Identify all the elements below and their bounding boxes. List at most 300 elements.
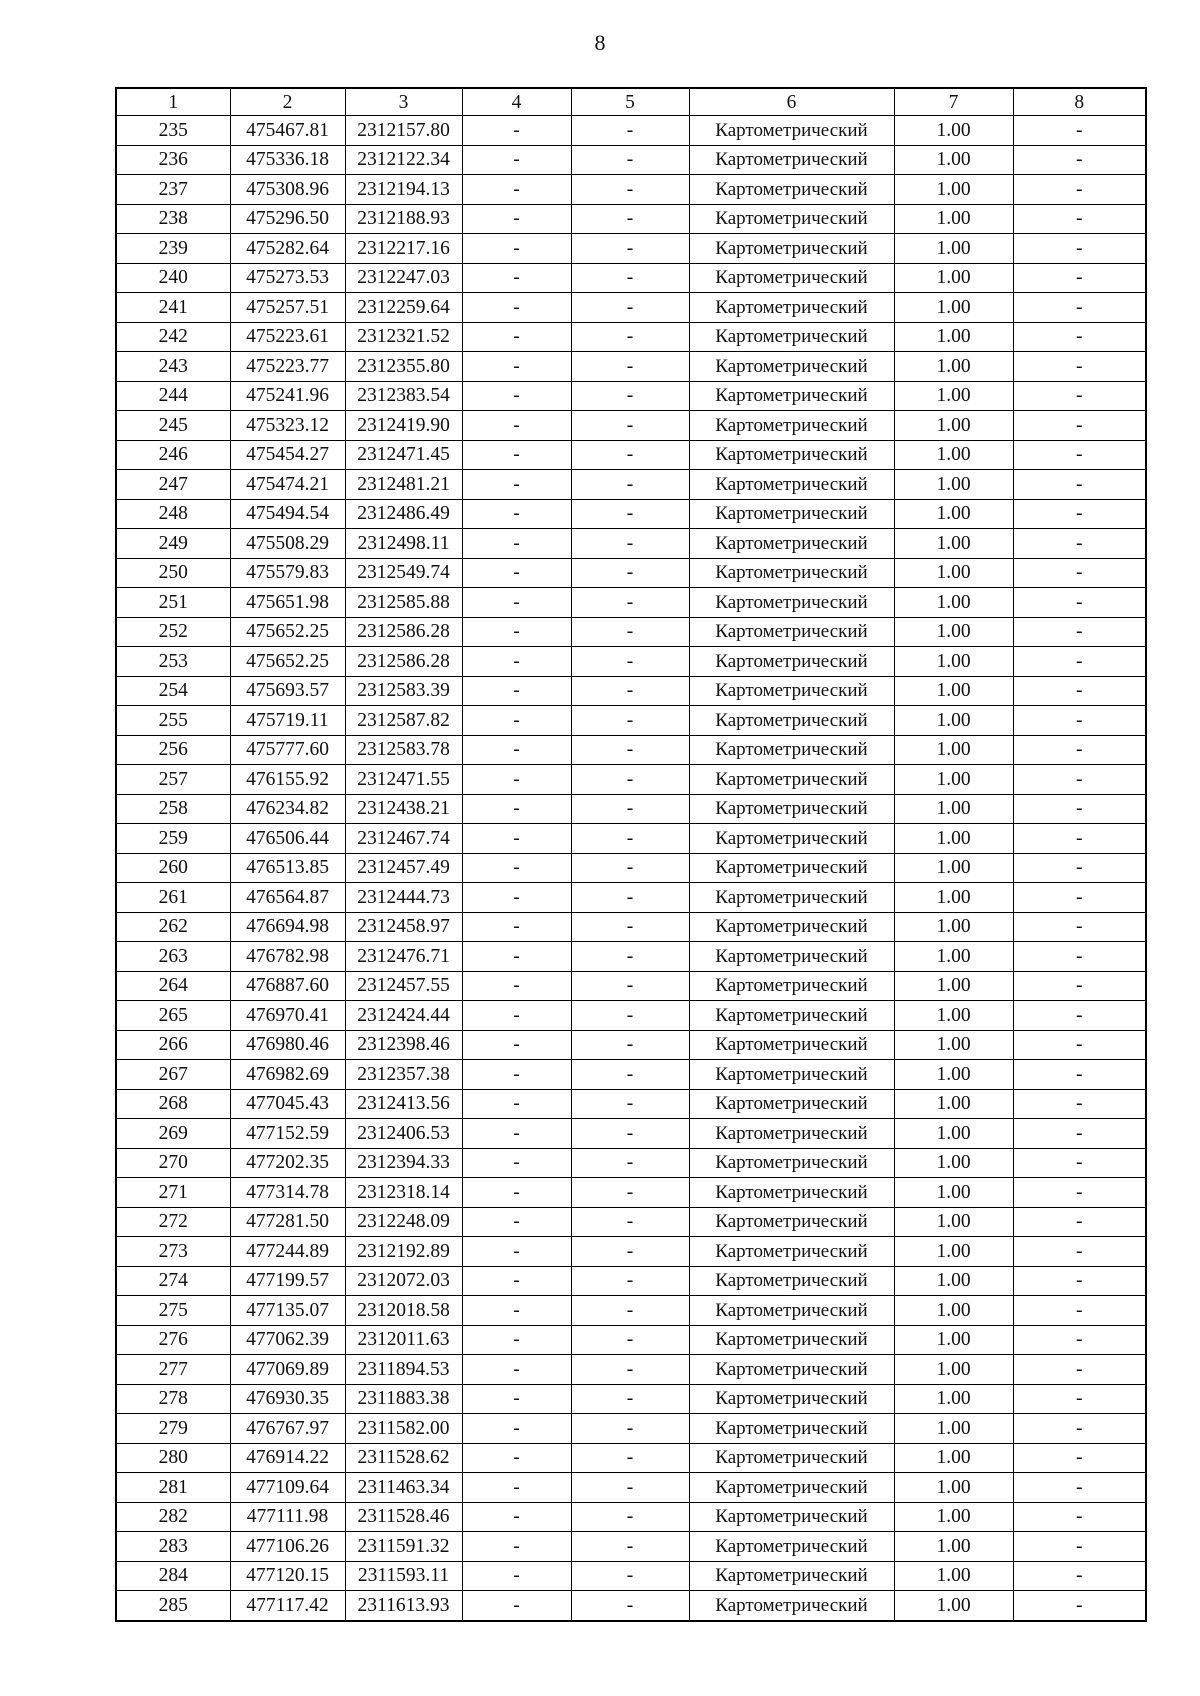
y-coordinate-cell: 2312188.93: [345, 204, 462, 234]
y-coordinate-cell: 2312438.21: [345, 794, 462, 824]
col5-cell: -: [571, 824, 689, 854]
col5-cell: -: [571, 1237, 689, 1267]
col8-cell: -: [1013, 1089, 1146, 1119]
method-cell: Картометрический: [689, 1178, 894, 1208]
column-header-5: 5: [571, 88, 689, 116]
method-cell: Картометрический: [689, 1266, 894, 1296]
accuracy-cell: 1.00: [894, 293, 1013, 323]
table-row: [116, 1237, 1146, 1267]
accuracy-cell: 1.00: [894, 470, 1013, 500]
accuracy-cell: 1.00: [894, 1532, 1013, 1562]
point-number-cell: 258: [116, 794, 230, 824]
point-number-cell: 262: [116, 912, 230, 942]
col4-cell: -: [462, 145, 571, 175]
point-number-cell: 249: [116, 529, 230, 559]
col4-cell: -: [462, 1473, 571, 1503]
method-cell: Картометрический: [689, 234, 894, 264]
accuracy-cell: 1.00: [894, 1384, 1013, 1414]
y-coordinate-cell: 2312355.80: [345, 352, 462, 382]
column-header-4: 4: [462, 88, 571, 116]
col8-cell: -: [1013, 1355, 1146, 1385]
table-row: [116, 853, 1146, 883]
col8-cell: -: [1013, 352, 1146, 382]
method-cell: Картометрический: [689, 706, 894, 736]
col5-cell: -: [571, 647, 689, 677]
accuracy-cell: 1.00: [894, 558, 1013, 588]
table-row: [116, 381, 1146, 411]
table-row: [116, 942, 1146, 972]
col5-cell: -: [571, 794, 689, 824]
col8-cell: -: [1013, 1591, 1146, 1621]
x-coordinate-cell: 477109.64: [230, 1473, 345, 1503]
method-cell: Картометрический: [689, 1561, 894, 1591]
col4-cell: -: [462, 706, 571, 736]
y-coordinate-cell: 2312457.55: [345, 971, 462, 1001]
col8-cell: -: [1013, 1178, 1146, 1208]
x-coordinate-cell: 477117.42: [230, 1591, 345, 1621]
col8-cell: -: [1013, 381, 1146, 411]
x-coordinate-cell: 476155.92: [230, 765, 345, 795]
point-number-cell: 240: [116, 263, 230, 293]
method-cell: Картометрический: [689, 204, 894, 234]
x-coordinate-cell: 477062.39: [230, 1325, 345, 1355]
x-coordinate-cell: 475652.25: [230, 647, 345, 677]
x-coordinate-cell: 475241.96: [230, 381, 345, 411]
col8-cell: -: [1013, 1119, 1146, 1149]
point-number-cell: 237: [116, 175, 230, 205]
method-cell: Картометрический: [689, 145, 894, 175]
col5-cell: -: [571, 1443, 689, 1473]
col4-cell: -: [462, 234, 571, 264]
y-coordinate-cell: 2312586.28: [345, 647, 462, 677]
col4-cell: -: [462, 1443, 571, 1473]
method-cell: Картометрический: [689, 942, 894, 972]
col5-cell: -: [571, 116, 689, 146]
method-cell: Картометрический: [689, 765, 894, 795]
col8-cell: -: [1013, 1237, 1146, 1267]
table-row: [116, 912, 1146, 942]
col8-cell: -: [1013, 883, 1146, 913]
y-coordinate-cell: 2312318.14: [345, 1178, 462, 1208]
col5-cell: -: [571, 440, 689, 470]
point-number-cell: 271: [116, 1178, 230, 1208]
accuracy-cell: 1.00: [894, 824, 1013, 854]
col5-cell: -: [571, 1030, 689, 1060]
y-coordinate-cell: 2312259.64: [345, 293, 462, 323]
x-coordinate-cell: 477152.59: [230, 1119, 345, 1149]
col5-cell: -: [571, 558, 689, 588]
col8-cell: -: [1013, 765, 1146, 795]
col4-cell: -: [462, 175, 571, 205]
accuracy-cell: 1.00: [894, 381, 1013, 411]
x-coordinate-cell: 476694.98: [230, 912, 345, 942]
col5-cell: -: [571, 1266, 689, 1296]
col8-cell: -: [1013, 1148, 1146, 1178]
table-row: [116, 1089, 1146, 1119]
y-coordinate-cell: 2312424.44: [345, 1001, 462, 1031]
y-coordinate-cell: 2312217.16: [345, 234, 462, 264]
x-coordinate-cell: 477202.35: [230, 1148, 345, 1178]
method-cell: Картометрический: [689, 411, 894, 441]
y-coordinate-cell: 2312481.21: [345, 470, 462, 500]
table-row: [116, 499, 1146, 529]
y-coordinate-cell: 2312585.88: [345, 588, 462, 618]
x-coordinate-cell: 475257.51: [230, 293, 345, 323]
table-row: [116, 883, 1146, 913]
col5-cell: -: [571, 175, 689, 205]
accuracy-cell: 1.00: [894, 322, 1013, 352]
point-number-cell: 276: [116, 1325, 230, 1355]
y-coordinate-cell: 2311883.38: [345, 1384, 462, 1414]
table-row: [116, 765, 1146, 795]
col5-cell: -: [571, 499, 689, 529]
y-coordinate-cell: 2311582.00: [345, 1414, 462, 1444]
col4-cell: -: [462, 558, 571, 588]
col5-cell: -: [571, 853, 689, 883]
y-coordinate-cell: 2312321.52: [345, 322, 462, 352]
method-cell: Картометрический: [689, 912, 894, 942]
col4-cell: -: [462, 499, 571, 529]
y-coordinate-cell: 2311591.32: [345, 1532, 462, 1562]
col4-cell: -: [462, 1296, 571, 1326]
y-coordinate-cell: 2312357.38: [345, 1060, 462, 1090]
method-cell: Картометрический: [689, 499, 894, 529]
accuracy-cell: 1.00: [894, 883, 1013, 913]
col8-cell: -: [1013, 1414, 1146, 1444]
table-row: [116, 735, 1146, 765]
col5-cell: -: [571, 293, 689, 323]
table-row: [116, 411, 1146, 441]
col4-cell: -: [462, 204, 571, 234]
x-coordinate-cell: 475454.27: [230, 440, 345, 470]
table-row: [116, 322, 1146, 352]
table-row: [116, 1325, 1146, 1355]
method-cell: Картометрический: [689, 440, 894, 470]
col4-cell: -: [462, 942, 571, 972]
accuracy-cell: 1.00: [894, 175, 1013, 205]
point-number-cell: 278: [116, 1384, 230, 1414]
col8-cell: -: [1013, 1030, 1146, 1060]
col5-cell: -: [571, 1089, 689, 1119]
method-cell: Картометрический: [689, 1119, 894, 1149]
table-row: [116, 1148, 1146, 1178]
col5-cell: -: [571, 883, 689, 913]
accuracy-cell: 1.00: [894, 1060, 1013, 1090]
accuracy-cell: 1.00: [894, 529, 1013, 559]
col5-cell: -: [571, 1325, 689, 1355]
point-number-cell: 285: [116, 1591, 230, 1621]
y-coordinate-cell: 2312248.09: [345, 1207, 462, 1237]
accuracy-cell: 1.00: [894, 1443, 1013, 1473]
y-coordinate-cell: 2312476.71: [345, 942, 462, 972]
method-cell: Картометрический: [689, 470, 894, 500]
point-number-cell: 281: [116, 1473, 230, 1503]
y-coordinate-cell: 2312394.33: [345, 1148, 462, 1178]
accuracy-cell: 1.00: [894, 647, 1013, 677]
y-coordinate-cell: 2312457.49: [345, 853, 462, 883]
col4-cell: -: [462, 588, 571, 618]
col5-cell: -: [571, 735, 689, 765]
col5-cell: -: [571, 1148, 689, 1178]
point-number-cell: 259: [116, 824, 230, 854]
point-number-cell: 243: [116, 352, 230, 382]
x-coordinate-cell: 476782.98: [230, 942, 345, 972]
accuracy-cell: 1.00: [894, 676, 1013, 706]
table-row: [116, 1296, 1146, 1326]
method-cell: Картометрический: [689, 794, 894, 824]
point-number-cell: 282: [116, 1502, 230, 1532]
accuracy-cell: 1.00: [894, 1030, 1013, 1060]
col5-cell: -: [571, 234, 689, 264]
point-number-cell: 277: [116, 1355, 230, 1385]
x-coordinate-cell: 477244.89: [230, 1237, 345, 1267]
method-cell: Картометрический: [689, 971, 894, 1001]
col5-cell: -: [571, 617, 689, 647]
col8-cell: -: [1013, 1060, 1146, 1090]
method-cell: Картометрический: [689, 293, 894, 323]
table-row: [116, 647, 1146, 677]
col8-cell: -: [1013, 529, 1146, 559]
x-coordinate-cell: 475223.61: [230, 322, 345, 352]
col5-cell: -: [571, 676, 689, 706]
col5-cell: -: [571, 1502, 689, 1532]
col8-cell: -: [1013, 116, 1146, 146]
x-coordinate-cell: 476234.82: [230, 794, 345, 824]
x-coordinate-cell: 475308.96: [230, 175, 345, 205]
table-row: [116, 1119, 1146, 1149]
accuracy-cell: 1.00: [894, 1148, 1013, 1178]
y-coordinate-cell: 2312406.53: [345, 1119, 462, 1149]
x-coordinate-cell: 477199.57: [230, 1266, 345, 1296]
method-cell: Картометрический: [689, 853, 894, 883]
col4-cell: -: [462, 853, 571, 883]
table-row: [116, 352, 1146, 382]
method-cell: Картометрический: [689, 824, 894, 854]
table-row: [116, 470, 1146, 500]
table-row: [116, 234, 1146, 264]
col8-cell: -: [1013, 1502, 1146, 1532]
col5-cell: -: [571, 263, 689, 293]
col8-cell: -: [1013, 617, 1146, 647]
col4-cell: -: [462, 352, 571, 382]
col4-cell: -: [462, 1532, 571, 1562]
y-coordinate-cell: 2312444.73: [345, 883, 462, 913]
x-coordinate-cell: 476767.97: [230, 1414, 345, 1444]
x-coordinate-cell: 477120.15: [230, 1561, 345, 1591]
point-number-cell: 250: [116, 558, 230, 588]
table-row: [116, 676, 1146, 706]
accuracy-cell: 1.00: [894, 1089, 1013, 1119]
table-row: [116, 1591, 1146, 1621]
table-row: [116, 824, 1146, 854]
accuracy-cell: 1.00: [894, 912, 1013, 942]
point-number-cell: 268: [116, 1089, 230, 1119]
point-number-cell: 279: [116, 1414, 230, 1444]
method-cell: Картометрический: [689, 352, 894, 382]
col8-cell: -: [1013, 499, 1146, 529]
accuracy-cell: 1.00: [894, 1296, 1013, 1326]
accuracy-cell: 1.00: [894, 352, 1013, 382]
accuracy-cell: 1.00: [894, 234, 1013, 264]
col8-cell: -: [1013, 411, 1146, 441]
col8-cell: -: [1013, 735, 1146, 765]
point-number-cell: 267: [116, 1060, 230, 1090]
table-row: [116, 204, 1146, 234]
method-cell: Картометрический: [689, 1502, 894, 1532]
col4-cell: -: [462, 1325, 571, 1355]
point-number-cell: 253: [116, 647, 230, 677]
method-cell: Картометрический: [689, 1591, 894, 1621]
table-row: [116, 440, 1146, 470]
table-row: [116, 1060, 1146, 1090]
col5-cell: -: [571, 1207, 689, 1237]
method-cell: Картометрический: [689, 558, 894, 588]
y-coordinate-cell: 2312471.55: [345, 765, 462, 795]
y-coordinate-cell: 2312018.58: [345, 1296, 462, 1326]
table-row: [116, 1001, 1146, 1031]
method-cell: Картометрический: [689, 1325, 894, 1355]
accuracy-cell: 1.00: [894, 942, 1013, 972]
col8-cell: -: [1013, 912, 1146, 942]
col4-cell: -: [462, 765, 571, 795]
col4-cell: -: [462, 1237, 571, 1267]
col8-cell: -: [1013, 293, 1146, 323]
x-coordinate-cell: 476970.41: [230, 1001, 345, 1031]
accuracy-cell: 1.00: [894, 794, 1013, 824]
col8-cell: -: [1013, 1473, 1146, 1503]
x-coordinate-cell: 476982.69: [230, 1060, 345, 1090]
col5-cell: -: [571, 1561, 689, 1591]
x-coordinate-cell: 475651.98: [230, 588, 345, 618]
coordinates-table: [115, 87, 1147, 1622]
point-number-cell: 284: [116, 1561, 230, 1591]
col4-cell: -: [462, 1119, 571, 1149]
accuracy-cell: 1.00: [894, 617, 1013, 647]
table-row: [116, 175, 1146, 205]
table-row: [116, 1207, 1146, 1237]
col8-cell: -: [1013, 971, 1146, 1001]
method-cell: Картометрический: [689, 676, 894, 706]
col5-cell: -: [571, 529, 689, 559]
col8-cell: -: [1013, 1384, 1146, 1414]
accuracy-cell: 1.00: [894, 204, 1013, 234]
col4-cell: -: [462, 470, 571, 500]
accuracy-cell: 1.00: [894, 499, 1013, 529]
col4-cell: -: [462, 735, 571, 765]
x-coordinate-cell: 476564.87: [230, 883, 345, 913]
accuracy-cell: 1.00: [894, 411, 1013, 441]
x-coordinate-cell: 475579.83: [230, 558, 345, 588]
method-cell: Картометрический: [689, 1384, 894, 1414]
col5-cell: -: [571, 1355, 689, 1385]
x-coordinate-cell: 475508.29: [230, 529, 345, 559]
x-coordinate-cell: 476513.85: [230, 853, 345, 883]
table-row: [116, 617, 1146, 647]
col4-cell: -: [462, 1089, 571, 1119]
method-cell: Картометрический: [689, 647, 894, 677]
y-coordinate-cell: 2312011.63: [345, 1325, 462, 1355]
y-coordinate-cell: 2312192.89: [345, 1237, 462, 1267]
accuracy-cell: 1.00: [894, 735, 1013, 765]
point-number-cell: 269: [116, 1119, 230, 1149]
col8-cell: -: [1013, 588, 1146, 618]
col4-cell: -: [462, 263, 571, 293]
y-coordinate-cell: 2312383.54: [345, 381, 462, 411]
col4-cell: -: [462, 1001, 571, 1031]
accuracy-cell: 1.00: [894, 1473, 1013, 1503]
method-cell: Картометрический: [689, 1207, 894, 1237]
col8-cell: -: [1013, 175, 1146, 205]
x-coordinate-cell: 475719.11: [230, 706, 345, 736]
accuracy-cell: 1.00: [894, 1001, 1013, 1031]
col4-cell: -: [462, 411, 571, 441]
point-number-cell: 257: [116, 765, 230, 795]
accuracy-cell: 1.00: [894, 1178, 1013, 1208]
col4-cell: -: [462, 1030, 571, 1060]
col8-cell: -: [1013, 234, 1146, 264]
col5-cell: -: [571, 706, 689, 736]
point-number-cell: 283: [116, 1532, 230, 1562]
accuracy-cell: 1.00: [894, 1355, 1013, 1385]
table-row: [116, 263, 1146, 293]
table-row: [116, 1355, 1146, 1385]
y-coordinate-cell: 2312467.74: [345, 824, 462, 854]
col4-cell: -: [462, 617, 571, 647]
col4-cell: -: [462, 1207, 571, 1237]
x-coordinate-cell: 476930.35: [230, 1384, 345, 1414]
col8-cell: -: [1013, 322, 1146, 352]
table-body: [116, 116, 1146, 1621]
method-cell: Картометрический: [689, 883, 894, 913]
col8-cell: -: [1013, 794, 1146, 824]
method-cell: Картометрический: [689, 735, 894, 765]
col4-cell: -: [462, 647, 571, 677]
col5-cell: -: [571, 1414, 689, 1444]
col4-cell: -: [462, 529, 571, 559]
col8-cell: -: [1013, 853, 1146, 883]
point-number-cell: 272: [116, 1207, 230, 1237]
y-coordinate-cell: 2312122.34: [345, 145, 462, 175]
y-coordinate-cell: 2312498.11: [345, 529, 462, 559]
point-number-cell: 256: [116, 735, 230, 765]
table-header: [116, 88, 1146, 116]
col4-cell: -: [462, 1384, 571, 1414]
col5-cell: -: [571, 352, 689, 382]
point-number-cell: 263: [116, 942, 230, 972]
col4-cell: -: [462, 794, 571, 824]
point-number-cell: 266: [116, 1030, 230, 1060]
method-cell: Картометрический: [689, 1355, 894, 1385]
x-coordinate-cell: 475223.77: [230, 352, 345, 382]
col5-cell: -: [571, 588, 689, 618]
accuracy-cell: 1.00: [894, 971, 1013, 1001]
y-coordinate-cell: 2312486.49: [345, 499, 462, 529]
y-coordinate-cell: 2312194.13: [345, 175, 462, 205]
table-row: [116, 1443, 1146, 1473]
method-cell: Картометрический: [689, 175, 894, 205]
col4-cell: -: [462, 912, 571, 942]
col4-cell: -: [462, 1355, 571, 1385]
x-coordinate-cell: 475652.25: [230, 617, 345, 647]
column-header-1: 1: [116, 88, 230, 116]
x-coordinate-cell: 475467.81: [230, 116, 345, 146]
accuracy-cell: 1.00: [894, 1414, 1013, 1444]
y-coordinate-cell: 2312458.97: [345, 912, 462, 942]
col8-cell: -: [1013, 470, 1146, 500]
accuracy-cell: 1.00: [894, 765, 1013, 795]
y-coordinate-cell: 2312583.39: [345, 676, 462, 706]
table-row: [116, 588, 1146, 618]
